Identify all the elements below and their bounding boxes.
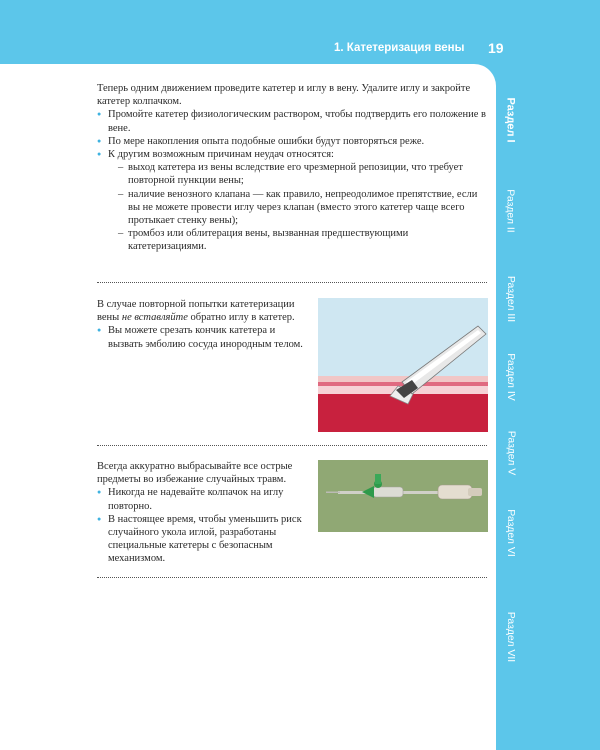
list-item: – наличие венозного клапана — как правило, непреодолимое препятствие, если вы не можете провести иглу через клапан (вместо этого катетер чаще всего протыкает стенку вены);: [118, 188, 489, 228]
section-2-intro: [97, 298, 309, 324]
dotted-separator: [97, 577, 487, 578]
section-1: [97, 82, 489, 254]
section-2-bullets: [97, 324, 309, 350]
page-number: 19: [488, 40, 504, 56]
section-tab-2[interactable]: [497, 172, 525, 250]
list-item: [97, 148, 489, 254]
section-1-intro: Теперь одним движением проведите катетер и иглу в вену. Удалите иглу и закройте катетер колпачком.: [97, 83, 471, 108]
running-header-title: 1. Катетеризация вены: [334, 42, 465, 54]
section-3-bullets: [97, 486, 309, 565]
section-tab-label: Раздел II: [505, 189, 517, 233]
failure-reasons-list: [108, 161, 489, 253]
catheter-vein-illustration: [318, 298, 488, 432]
dotted-separator: [97, 282, 487, 283]
list-item: – тромбоз или облитерация вены, вызванная предшествующими катетеризациями.: [118, 227, 489, 253]
section-tab-label: Раздел VII: [505, 611, 517, 663]
section-tab-label: Раздел IV: [505, 353, 518, 401]
list-item-text: К другим возможным причинам неудач относятся:: [108, 149, 334, 161]
section-3-intro: Всегда аккуратно выбрасывайте все острые предметы во избежание случайных травм.: [97, 461, 293, 486]
list-item: ● В настоящее время, чтобы уменьшить риск случайного укола иглой, разработаны специальные катетеры с безопасным механизмом.: [97, 513, 309, 566]
section-tab-3[interactable]: [497, 258, 525, 340]
list-item: – выход катетера из вены вследствие его чрезмерной репозиции, что требует повторной пункции вены;: [118, 161, 489, 187]
list-item: ● Никогда не надевайте колпачок на иглу повторно.: [97, 486, 309, 512]
section-tab-label: Раздел III: [505, 275, 517, 323]
dotted-separator: [97, 445, 487, 446]
section-tab-1[interactable]: [497, 80, 525, 160]
section-tab-5[interactable]: [497, 414, 525, 492]
section-tab-label: Раздел I: [505, 97, 517, 143]
section-2: [97, 298, 309, 351]
intro-text: В случае повторной попытки катетеризации вены: [97, 299, 295, 324]
safety-catheter-photo: [318, 460, 488, 532]
list-item: ● По мере накопления опыта подобные ошибки будут повторяться реже.: [97, 135, 489, 148]
section-tab-label: Раздел VI: [505, 509, 518, 557]
intro-emphasis: не вставляйте: [121, 312, 188, 324]
section-1-bullets: [97, 108, 489, 253]
section-tab-6[interactable]: [497, 492, 525, 574]
list-item: ● Промойте катетер физиологическим раствором, чтобы подтвердить его положение в вене.: [97, 108, 489, 134]
section-tab-4[interactable]: [497, 336, 525, 418]
intro-text: обратно иглу в катетер.: [187, 312, 295, 324]
safety-catheter-image: [318, 460, 488, 532]
section-3: [97, 460, 309, 566]
list-item: ● Вы можете срезать кончик катетера и вызвать эмболию сосуда инородным телом.: [97, 324, 309, 350]
section-tab-7[interactable]: [497, 592, 525, 682]
section-tab-label: Раздел V: [505, 430, 517, 476]
